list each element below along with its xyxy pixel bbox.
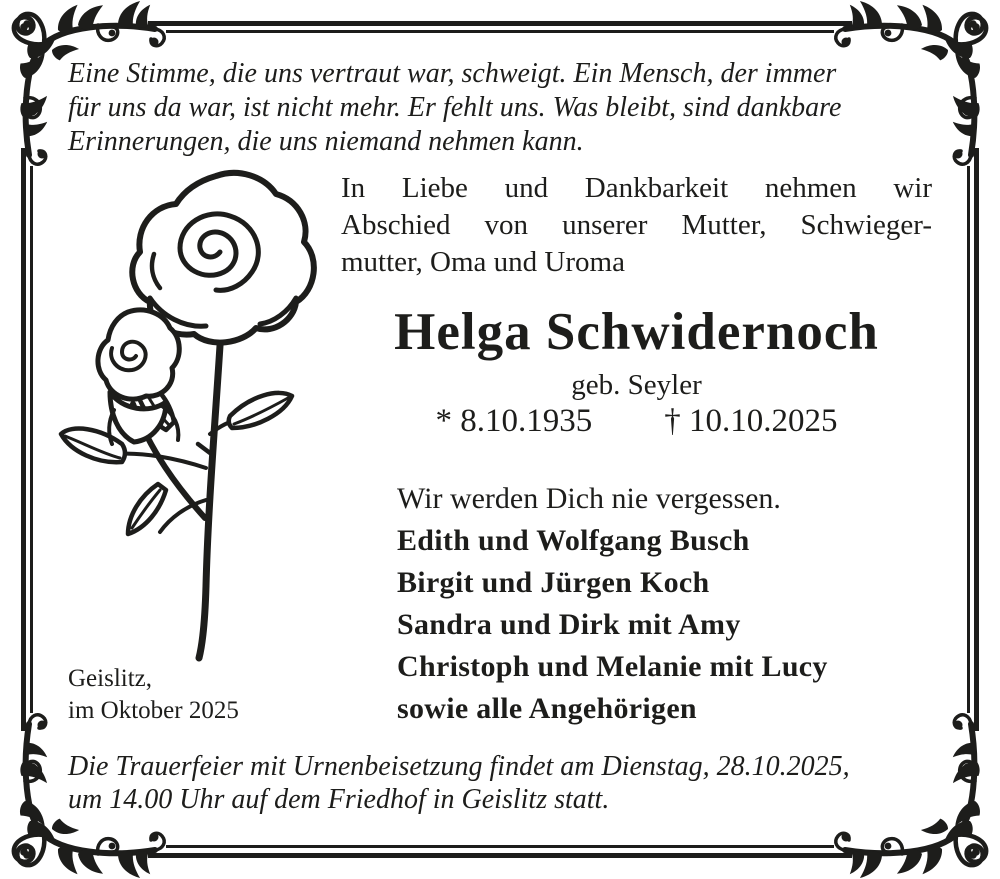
intro-line: mutter, Oma und Uroma [341, 246, 625, 278]
maiden-name: geb. Seyler [571, 369, 702, 401]
border-line-right-inner [967, 166, 970, 713]
opening-quote-line: Erinnerungen, die uns niemand nehmen kann. [68, 126, 584, 157]
opening-quote-line: für uns da war, ist nicht mehr. Er fehlt uns. Was bleibt, sind dankbare [68, 92, 842, 123]
farewell-line: Wir werden Dich nie vergessen. [397, 482, 781, 515]
intro-line: In Liebe und Dankbarkeit nehmen wir [341, 172, 932, 204]
mourner-line: Edith und Wolfgang Busch [397, 524, 750, 557]
mourner-line: Birgit und Jürgen Koch [397, 566, 710, 599]
birth-date: * 8.10.1935 [435, 403, 593, 439]
death-date: † 10.10.2025 [664, 403, 838, 439]
border-line-right-outer [974, 148, 979, 731]
funeral-line: Die Trauerfeier mit Urnenbeisetzung findet am Dienstag, 28.10.2025, [68, 751, 850, 782]
deceased-name: Helga Schwidernoch [394, 303, 879, 361]
funeral-line: um 14.00 Uhr auf dem Friedhof in Geislitz statt. [68, 784, 610, 815]
mourner-line: Sandra und Dirk mit Amy [397, 608, 741, 641]
border-line-left-inner [30, 166, 33, 713]
condolence-block [397, 478, 957, 730]
mourner-line: sowie alle Angehörigen [397, 692, 697, 725]
rose-icon [58, 166, 326, 664]
border-line-bottom-inner [166, 845, 834, 848]
border-line-bottom-outer [148, 853, 852, 858]
life-dates [341, 402, 932, 442]
opening-quote [68, 57, 938, 159]
border-line-top-inner [166, 30, 834, 33]
mourner-line: Christoph und Melanie mit Lucy [397, 650, 828, 683]
month-year: im Oktober 2025 [68, 697, 239, 724]
border-line-left-outer [21, 148, 26, 731]
intro-line: Abschied von unserer Mutter, Schwieger- [341, 209, 932, 241]
opening-quote-line: Eine Stimme, die uns vertraut war, schweigt. Ein Mensch, der immer [68, 58, 837, 89]
funeral-info [68, 750, 968, 816]
place-and-date [68, 663, 239, 727]
intro-text [341, 170, 932, 281]
place: Geislitz, [68, 665, 153, 692]
border-line-top-outer [148, 21, 852, 26]
